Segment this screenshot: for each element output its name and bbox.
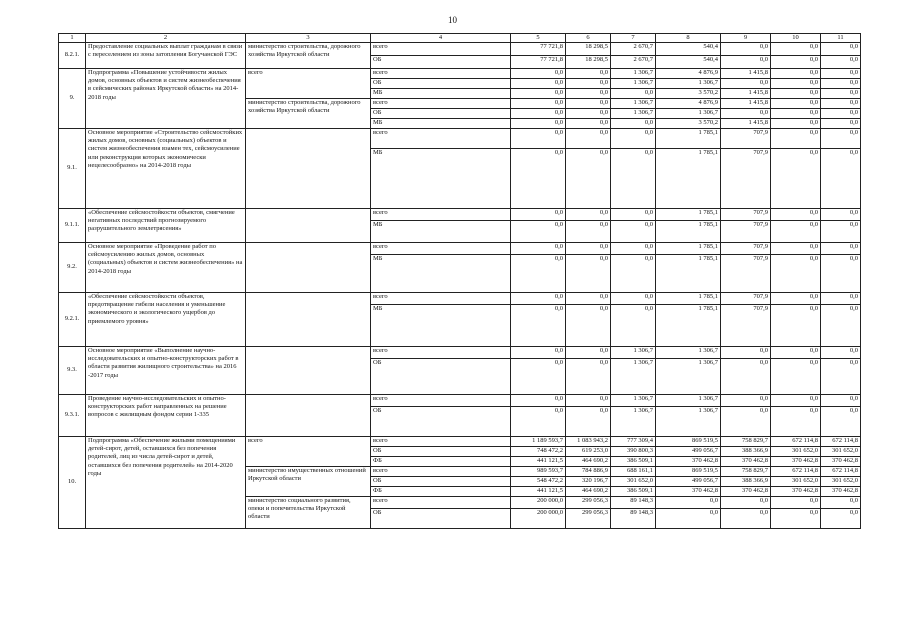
amount-cell: 0,0 [721, 43, 771, 56]
amount-cell: 1 785,1 [656, 149, 721, 209]
amount-cell: 0,0 [771, 99, 821, 109]
table-row [59, 209, 861, 221]
executor-total-cell [246, 243, 371, 293]
row-name-cell: «Обеспечение сейсмостойкости объектов, предотвращение гибели населения и уменьшение экономического и экологического ущербов до приемлемого уровня» [86, 293, 246, 347]
row-name-cell: Основное мероприятие «Выполнение научно-исследовательских и опытно-конструкторских работ в области развития жилищного строительства» на 2016 -2017 годы [86, 347, 246, 395]
row-name-cell: «Обеспечение сейсмостойкости объектов, смягчение негативных последствий прогнозируемого разрушительного землетрясения» [86, 209, 246, 243]
executor-total-cell [246, 293, 371, 347]
header-row [59, 34, 861, 43]
funding-source-cell: всего [371, 395, 511, 407]
table-row [59, 395, 861, 407]
column-header: 8 [656, 34, 721, 43]
row-name-cell: Подпрограмма «Повышение устойчивости жилых домов, основных объектов и систем жизнеобеспечения в сейсмических районах Иркутской области» на 2014-2018 годы [86, 69, 246, 129]
amount-cell: 869 519,5 [656, 437, 721, 447]
amount-cell: 0,0 [821, 119, 861, 129]
column-header: 4 [371, 34, 511, 43]
amount-cell: 0,0 [821, 79, 861, 89]
executor-total-cell: всего [246, 437, 371, 467]
amount-cell: 0,0 [821, 359, 861, 395]
funding-source-cell: всего [371, 209, 511, 221]
row-code-cell: 9.1. [59, 129, 86, 209]
funding-source-cell: МБ [371, 119, 511, 129]
amount-cell: 1 306,7 [611, 359, 656, 395]
amount-cell: 0,0 [566, 407, 611, 437]
amount-cell: 0,0 [821, 497, 861, 509]
amount-cell: 77 721,8 [511, 43, 566, 56]
amount-cell: 0,0 [771, 43, 821, 56]
amount-cell: 1 415,8 [721, 99, 771, 109]
amount-cell: 441 121,5 [511, 487, 566, 497]
row-code-cell: 9.3. [59, 347, 86, 395]
funding-source-cell: МБ [371, 149, 511, 209]
amount-cell: 758 829,7 [721, 467, 771, 477]
amount-cell: 777 309,4 [611, 437, 656, 447]
amount-cell: 0,0 [721, 509, 771, 529]
amount-cell: 707,9 [721, 129, 771, 149]
funding-source-cell: всего [371, 129, 511, 149]
amount-cell: 707,9 [721, 255, 771, 293]
amount-cell: 707,9 [721, 221, 771, 243]
amount-cell: 0,0 [611, 149, 656, 209]
executor-total-cell [246, 209, 371, 243]
amount-cell: 869 519,5 [656, 467, 721, 477]
amount-cell: 0,0 [771, 79, 821, 89]
amount-cell: 200 000,0 [511, 509, 566, 529]
amount-cell: 301 652,0 [821, 477, 861, 487]
amount-cell: 390 800,3 [611, 447, 656, 457]
amount-cell: 4 876,9 [656, 69, 721, 79]
amount-cell: 1 785,1 [656, 293, 721, 305]
column-header: 9 [721, 34, 771, 43]
amount-cell: 0,0 [511, 407, 566, 437]
column-header: 5 [511, 34, 566, 43]
amount-cell: 1 189 593,7 [511, 437, 566, 447]
amount-cell: 0,0 [771, 359, 821, 395]
row-code-cell: 9.1.1. [59, 209, 86, 243]
amount-cell: 0,0 [511, 293, 566, 305]
amount-cell: 0,0 [511, 129, 566, 149]
amount-cell: 0,0 [821, 56, 861, 69]
amount-cell: 299 056,3 [566, 509, 611, 529]
amount-cell: 464 690,2 [566, 487, 611, 497]
executor-cell: министерство имущественных отношений Иркутской области [246, 467, 371, 497]
amount-cell: 386 509,1 [611, 487, 656, 497]
amount-cell: 1 415,8 [721, 119, 771, 129]
amount-cell: 0,0 [566, 243, 611, 255]
row-name-cell: Предоставление социальных выплат гражданам в связи с переселением из зоны затопления Богучанской ГЭС [86, 43, 246, 69]
amount-cell: 0,0 [566, 109, 611, 119]
amount-cell: 540,4 [656, 43, 721, 56]
funding-source-cell: ОБ [371, 79, 511, 89]
amount-cell: 1 785,1 [656, 209, 721, 221]
amount-cell: 0,0 [511, 99, 566, 109]
amount-cell: 4 876,9 [656, 99, 721, 109]
amount-cell: 301 652,0 [771, 447, 821, 457]
amount-cell: 1 785,1 [656, 221, 721, 243]
amount-cell: 0,0 [511, 79, 566, 89]
amount-cell: 0,0 [611, 209, 656, 221]
amount-cell: 0,0 [821, 347, 861, 359]
table-row [59, 243, 861, 255]
amount-cell: 0,0 [771, 221, 821, 243]
amount-cell: 0,0 [611, 243, 656, 255]
amount-cell: 0,0 [566, 89, 611, 99]
amount-cell: 0,0 [511, 305, 566, 347]
amount-cell: 619 253,0 [566, 447, 611, 457]
row-code-cell: 9. [59, 69, 86, 129]
row-code-cell: 9.2. [59, 243, 86, 293]
amount-cell: 672 114,8 [771, 437, 821, 447]
amount-cell: 0,0 [821, 255, 861, 293]
amount-cell: 1 415,8 [721, 69, 771, 79]
amount-cell: 0,0 [771, 407, 821, 437]
amount-cell: 464 690,2 [566, 457, 611, 467]
amount-cell: 707,9 [721, 293, 771, 305]
amount-cell: 0,0 [771, 209, 821, 221]
amount-cell: 1 306,7 [611, 109, 656, 119]
column-header: 10 [771, 34, 821, 43]
amount-cell: 1 306,7 [611, 99, 656, 109]
amount-cell: 748 472,2 [511, 447, 566, 457]
amount-cell: 301 652,0 [771, 477, 821, 487]
amount-cell: 707,9 [721, 243, 771, 255]
amount-cell: 0,0 [771, 119, 821, 129]
row-code-cell: 10. [59, 437, 86, 529]
amount-cell: 0,0 [511, 359, 566, 395]
amount-cell: 0,0 [771, 305, 821, 347]
amount-cell: 1 306,7 [611, 69, 656, 79]
amount-cell: 707,9 [721, 149, 771, 209]
amount-cell: 0,0 [511, 109, 566, 119]
amount-cell: 89 148,3 [611, 497, 656, 509]
amount-cell: 0,0 [721, 109, 771, 119]
amount-cell: 370 462,8 [821, 457, 861, 467]
amount-cell: 0,0 [566, 79, 611, 89]
amount-cell: 200 000,0 [511, 497, 566, 509]
amount-cell: 0,0 [611, 129, 656, 149]
amount-cell: 0,0 [566, 149, 611, 209]
amount-cell: 499 056,7 [656, 447, 721, 457]
amount-cell: 0,0 [821, 407, 861, 437]
amount-cell: 0,0 [821, 109, 861, 119]
executor-total-cell [246, 347, 371, 395]
amount-cell: 0,0 [771, 89, 821, 99]
amount-cell: 18 298,5 [566, 43, 611, 56]
row-name-cell: Проведение научно-исследовательских и опытно-конструкторских работ направленных на решение вопросов с жилищным фондом серии 1-335 [86, 395, 246, 437]
amount-cell: 370 462,8 [821, 487, 861, 497]
amount-cell: 299 056,3 [566, 497, 611, 509]
amount-cell: 0,0 [611, 255, 656, 293]
amount-cell: 0,0 [511, 347, 566, 359]
amount-cell: 0,0 [771, 129, 821, 149]
funding-source-cell: всего [371, 293, 511, 305]
amount-cell: 0,0 [566, 255, 611, 293]
executor-total-cell: всего [246, 69, 371, 99]
amount-cell: 0,0 [511, 209, 566, 221]
amount-cell: 320 196,7 [566, 477, 611, 487]
amount-cell: 0,0 [821, 221, 861, 243]
amount-cell: 672 114,8 [821, 437, 861, 447]
amount-cell: 1 306,7 [611, 395, 656, 407]
row-name-cell: Основное мероприятие «Строительство сейсмостойких жилых домов, основных (социальных) объектов и систем жизнеобеспечения взамен тех, сейсмоусиление или реконструкция которых экономически нецелесообразно» на 2014-2018 годы [86, 129, 246, 209]
amount-cell: 0,0 [721, 359, 771, 395]
amount-cell: 0,0 [771, 69, 821, 79]
amount-cell: 370 462,8 [656, 487, 721, 497]
funding-source-cell: ОБ [371, 477, 511, 487]
column-header: 1 [59, 34, 86, 43]
amount-cell: 0,0 [771, 56, 821, 69]
amount-cell: 2 670,7 [611, 56, 656, 69]
amount-cell: 0,0 [656, 497, 721, 509]
amount-cell: 3 570,2 [656, 89, 721, 99]
funding-source-cell: всего [371, 467, 511, 477]
amount-cell: 0,0 [611, 119, 656, 129]
executor-total-cell [246, 395, 371, 437]
amount-cell: 0,0 [721, 407, 771, 437]
amount-cell: 2 670,7 [611, 43, 656, 56]
amount-cell: 0,0 [771, 293, 821, 305]
row-name-cell: Подпрограмма «Обеспечение жилыми помещениями детей-сирот, детей, оставшихся без попечения родителей, лиц из числа детей-сирот и детей, оставшихся без попечения родителей» на 2014-2020 годы [86, 437, 246, 529]
amount-cell: 0,0 [566, 395, 611, 407]
amount-cell: 1 306,7 [611, 79, 656, 89]
column-header: 6 [566, 34, 611, 43]
amount-cell: 784 886,9 [566, 467, 611, 477]
amount-cell: 1 306,7 [656, 79, 721, 89]
amount-cell: 0,0 [566, 359, 611, 395]
funding-source-cell: ОБ [371, 509, 511, 529]
amount-cell: 0,0 [511, 69, 566, 79]
amount-cell: 688 161,1 [611, 467, 656, 477]
amount-cell: 0,0 [771, 243, 821, 255]
amount-cell: 0,0 [566, 209, 611, 221]
column-header: 7 [611, 34, 656, 43]
amount-cell: 0,0 [821, 99, 861, 109]
amount-cell: 441 121,5 [511, 457, 566, 467]
amount-cell: 0,0 [511, 149, 566, 209]
amount-cell: 0,0 [721, 497, 771, 509]
column-header: 11 [821, 34, 861, 43]
executor-cell: министерство социального развития, опеки и попечительства Иркутской области [246, 497, 371, 529]
amount-cell: 0,0 [566, 99, 611, 109]
amount-cell: 0,0 [611, 305, 656, 347]
row-code-cell: 9.2.1. [59, 293, 86, 347]
amount-cell: 77 721,8 [511, 56, 566, 69]
amount-cell: 370 462,8 [771, 457, 821, 467]
page-number: 10 [448, 15, 457, 25]
funding-source-cell: ФБ [371, 457, 511, 467]
amount-cell: 89 148,3 [611, 509, 656, 529]
funding-source-cell: всего [371, 243, 511, 255]
amount-cell: 386 509,1 [611, 457, 656, 467]
funding-source-cell: ОБ [371, 359, 511, 395]
amount-cell: 0,0 [771, 395, 821, 407]
amount-cell: 0,0 [611, 221, 656, 243]
amount-cell: 0,0 [821, 293, 861, 305]
amount-cell: 1 306,7 [611, 407, 656, 437]
amount-cell: 0,0 [721, 56, 771, 69]
amount-cell: 1 306,7 [656, 359, 721, 395]
table-row [59, 129, 861, 149]
amount-cell: 1 785,1 [656, 305, 721, 347]
funding-source-cell: ОБ [371, 447, 511, 457]
amount-cell: 1 306,7 [656, 109, 721, 119]
amount-cell: 1 306,7 [656, 395, 721, 407]
amount-cell: 0,0 [566, 129, 611, 149]
amount-cell: 0,0 [821, 395, 861, 407]
amount-cell: 1 415,8 [721, 89, 771, 99]
amount-cell: 0,0 [566, 305, 611, 347]
amount-cell: 0,0 [721, 347, 771, 359]
amount-cell: 0,0 [611, 89, 656, 99]
funding-source-cell: ОБ [371, 109, 511, 119]
amount-cell: 0,0 [721, 79, 771, 89]
amount-cell: 0,0 [821, 243, 861, 255]
amount-cell: 0,0 [771, 509, 821, 529]
amount-cell: 388 366,9 [721, 477, 771, 487]
funding-source-cell: ОБ [371, 56, 511, 69]
amount-cell: 0,0 [821, 149, 861, 209]
budget-table [58, 33, 861, 529]
amount-cell: 0,0 [821, 509, 861, 529]
amount-cell: 0,0 [771, 149, 821, 209]
amount-cell: 672 114,8 [771, 467, 821, 477]
amount-cell: 0,0 [511, 89, 566, 99]
row-code-cell: 8.2.1. [59, 43, 86, 69]
funding-source-cell: всего [371, 69, 511, 79]
amount-cell: 707,9 [721, 209, 771, 221]
executor-cell: министерство строительства, дорожного хозяйства Иркутской области [246, 99, 371, 129]
amount-cell: 989 593,7 [511, 467, 566, 477]
amount-cell: 0,0 [566, 221, 611, 243]
amount-cell: 1 785,1 [656, 129, 721, 149]
amount-cell: 0,0 [511, 243, 566, 255]
column-header: 3 [246, 34, 371, 43]
amount-cell: 0,0 [771, 109, 821, 119]
amount-cell: 0,0 [566, 69, 611, 79]
funding-source-cell: МБ [371, 255, 511, 293]
amount-cell: 370 462,8 [721, 487, 771, 497]
amount-cell: 1 785,1 [656, 255, 721, 293]
amount-cell: 0,0 [771, 497, 821, 509]
amount-cell: 707,9 [721, 305, 771, 347]
amount-cell: 0,0 [821, 43, 861, 56]
funding-source-cell: МБ [371, 221, 511, 243]
executor-total-cell [246, 129, 371, 209]
amount-cell: 1 306,7 [656, 407, 721, 437]
amount-cell: 0,0 [821, 305, 861, 347]
amount-cell: 1 306,7 [656, 347, 721, 359]
funding-source-cell: всего [371, 497, 511, 509]
funding-source-cell: МБ [371, 89, 511, 99]
amount-cell: 370 462,8 [721, 457, 771, 467]
amount-cell: 0,0 [511, 221, 566, 243]
funding-source-cell: всего [371, 99, 511, 109]
funding-source-cell: ОБ [371, 407, 511, 437]
amount-cell: 301 652,0 [821, 447, 861, 457]
table-row [59, 43, 861, 56]
amount-cell: 0,0 [566, 347, 611, 359]
amount-cell: 388 366,9 [721, 447, 771, 457]
amount-cell: 3 570,2 [656, 119, 721, 129]
amount-cell: 1 785,1 [656, 243, 721, 255]
funding-source-cell: всего [371, 347, 511, 359]
executor-cell: министерство строительства, дорожного хозяйства Иркутской области [246, 43, 371, 69]
amount-cell: 370 462,8 [771, 487, 821, 497]
amount-cell: 370 462,8 [656, 457, 721, 467]
amount-cell: 18 298,5 [566, 56, 611, 69]
table-row [59, 69, 861, 79]
amount-cell: 0,0 [821, 89, 861, 99]
funding-source-cell: МБ [371, 305, 511, 347]
funding-source-cell: всего [371, 43, 511, 56]
amount-cell: 0,0 [771, 255, 821, 293]
amount-cell: 1 306,7 [611, 347, 656, 359]
amount-cell: 548 472,2 [511, 477, 566, 487]
amount-cell: 0,0 [656, 509, 721, 529]
amount-cell: 0,0 [511, 119, 566, 129]
amount-cell: 499 056,7 [656, 477, 721, 487]
funding-source-cell: всего [371, 437, 511, 447]
amount-cell: 0,0 [821, 129, 861, 149]
amount-cell: 540,4 [656, 56, 721, 69]
amount-cell: 0,0 [566, 293, 611, 305]
funding-source-cell: ФБ [371, 487, 511, 497]
amount-cell: 0,0 [566, 119, 611, 129]
amount-cell: 0,0 [721, 395, 771, 407]
amount-cell: 301 652,0 [611, 477, 656, 487]
amount-cell: 0,0 [611, 293, 656, 305]
amount-cell: 0,0 [821, 209, 861, 221]
amount-cell: 672 114,8 [821, 467, 861, 477]
table-row [59, 347, 861, 359]
amount-cell: 758 829,7 [721, 437, 771, 447]
amount-cell: 0,0 [511, 395, 566, 407]
table-row [59, 293, 861, 305]
row-name-cell: Основное мероприятие «Проведение работ по сейсмоусилению жилых домов, основных (социальных) объектов и систем жизнеобеспечения» на 2014-2018 годы [86, 243, 246, 293]
row-code-cell: 9.3.1. [59, 395, 86, 437]
amount-cell: 0,0 [771, 347, 821, 359]
amount-cell: 0,0 [511, 255, 566, 293]
column-header: 2 [86, 34, 246, 43]
amount-cell: 0,0 [821, 69, 861, 79]
table-row [59, 437, 861, 447]
amount-cell: 1 083 943,2 [566, 437, 611, 447]
